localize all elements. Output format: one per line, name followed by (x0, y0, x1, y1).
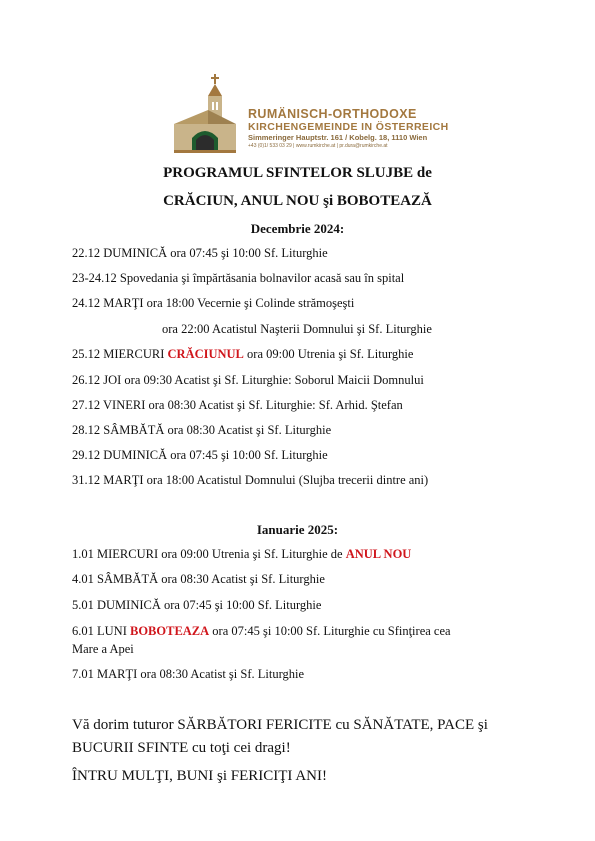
schedule-item: 4.01 SÂMBĂTĂ ora 08:30 Acatist şi Sf. Liturghie (72, 572, 325, 586)
schedule-item: 31.12 MARŢI ora 18:00 Acatistul Domnului (Slujba trecerii dintre ani) (72, 473, 429, 487)
schedule-item: 7.01 MARŢI ora 08:30 Acatist şi Sf. Liturghie (72, 667, 305, 681)
logo-address: Simmeringer Hauptstr. 161 / Kobelg. 18, 1110 Wien (248, 133, 428, 142)
logo-contact: +43 (0)1/ 533 03 29 | www.rumkirche.at | pr.dura@rumkirche.at (248, 143, 388, 149)
schedule-item: 27.12 VINERI ora 08:30 Acatist şi Sf. Liturghie: Sf. Arhid. Ştefan (72, 398, 403, 412)
closing-greeting-line-2: BUCURII SFINTE cu toţi cei dragi! (72, 740, 291, 756)
closing-greeting-line-1: Vă dorim tuturor SĂRBĂTORI FERICITE cu SĂNĂTATE, PACE şi (72, 717, 488, 733)
schedule-item: 23-24.12 Spovedania şi împărtăsania bolnavilor acasă sau în spital (72, 271, 405, 285)
church-logo (170, 72, 449, 156)
january-heading: Ianuarie 2025: (256, 522, 339, 537)
logo-line-2: KIRCHENGEMEINDE IN ÖSTERREICH (248, 121, 449, 133)
holiday-highlight: BOBOTEAZA (129, 624, 210, 638)
page-title-line-2: CRĂCIUN, ANUL NOU şi BOBOTEAZĂ (163, 193, 432, 209)
schedule-item: 24.12 MARŢI ora 18:00 Vecernie şi Colinde strămoşeşti (72, 296, 355, 310)
church-icon (170, 72, 242, 156)
schedule-item (72, 347, 413, 362)
logo-line-1: RUMÄNISCH-ORTHODOXE (248, 107, 417, 121)
schedule-item: 22.12 DUMINICĂ ora 07:45 şi 10:00 Sf. Liturghie (72, 246, 328, 260)
logo-text (248, 108, 449, 150)
schedule-item: 28.12 SÂMBĂTĂ ora 08:30 Acatist şi Sf. Liturghie (72, 423, 332, 437)
item-text: 25.12 MIERCURI (72, 347, 168, 361)
item-text: 6.01 LUNI (72, 624, 130, 638)
schedule-item: 26.12 JOI ora 09:30 Acatist şi Sf. Liturghie: Soborul Maicii Domnului (72, 373, 424, 387)
schedule-item-continuation: Mare a Apei (72, 642, 134, 656)
item-text: ora 09:00 Utrenia şi Sf. Liturghie (243, 347, 414, 361)
schedule-item: 5.01 DUMINICĂ ora 07:45 şi 10:00 Sf. Liturghie (72, 598, 322, 612)
closing-blessing: ÎNTRU MULŢI, BUNI şi FERICIŢI ANI! (72, 768, 327, 784)
schedule-item: 29.12 DUMINICĂ ora 07:45 şi 10:00 Sf. Liturghie (72, 448, 328, 462)
item-text: ora 07:45 şi 10:00 Sf. Liturghie cu Sfinţirea cea (209, 624, 451, 638)
holiday-highlight: CRĂCIUNUL (167, 347, 244, 361)
schedule-item (72, 624, 451, 639)
december-heading: Decembrie 2024: (250, 221, 345, 236)
holiday-highlight: ANUL NOU (345, 547, 412, 561)
schedule-item (72, 547, 411, 562)
item-text: 1.01 MIERCURI ora 09:00 Utrenia şi Sf. Liturghie de (72, 547, 346, 561)
schedule-item: ora 22:00 Acatistul Naşterii Domnului şi Sf. Liturghie (162, 322, 432, 336)
page-title-line-1: PROGRAMUL SFINTELOR SLUJBE de (163, 165, 432, 181)
